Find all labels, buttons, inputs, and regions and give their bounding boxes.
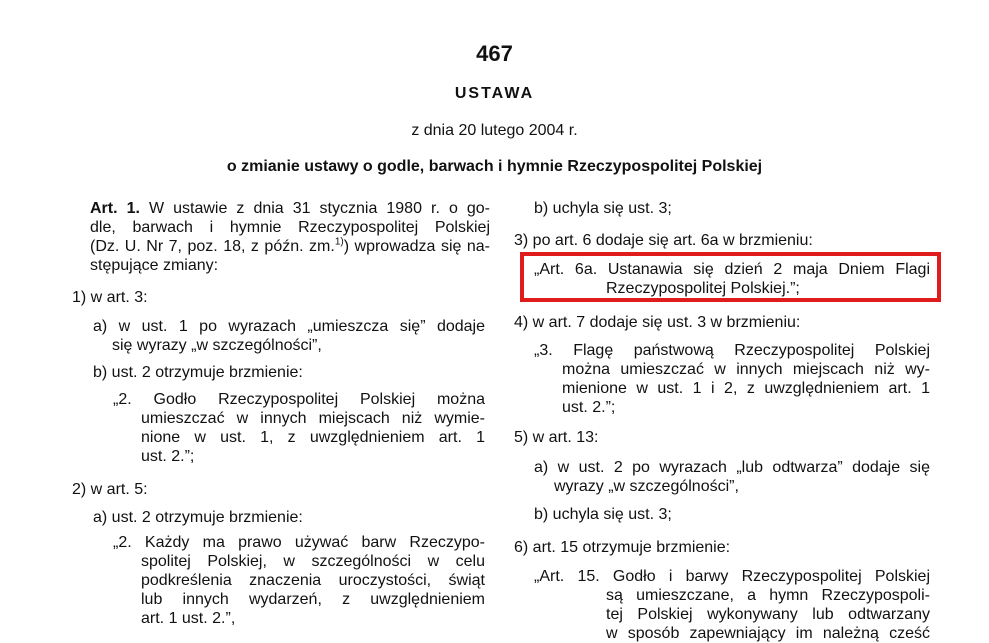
article-1-label: Art. 1. bbox=[90, 200, 140, 217]
point-3: 3) po art. 6 dodaje się art. 6a w brzmieniu: bbox=[514, 232, 813, 249]
point-3-quote: „Art. 6a. Ustanawia się dzień 2 maja Dniem Flagi Rzeczypospolitej Polskiej.”; bbox=[534, 261, 930, 297]
point-1a: a) w ust. 1 po wyrazach „umieszcza się” dodaje się wyrazy „w szczególności”, bbox=[93, 318, 485, 354]
point-2a-quote: „2. Każdy ma prawo używać barw Rzeczypo- spolitej Polskiej, w szczególności w celu podkreślenia znaczenia uroczystości, świąt lub innych wydarzeń, z uwzględnieniem art. 1 ust. 2.”, bbox=[113, 534, 485, 627]
red-highlight-box bbox=[520, 252, 941, 302]
point-5: 5) w art. 13: bbox=[514, 429, 599, 446]
point-4: 4) w art. 7 dodaje się ust. 3 w brzmieniu: bbox=[514, 314, 801, 331]
point-5b: b) uchyla się ust. 3; bbox=[534, 506, 672, 523]
point-1b: b) ust. 2 otrzymuje brzmienie: bbox=[93, 364, 303, 381]
footnote-marker: 1) bbox=[334, 236, 344, 248]
point-6: 6) art. 15 otrzymuje brzmienie: bbox=[514, 539, 731, 556]
document-subject: o zmianie ustawy o godle, barwach i hymnie Rzeczypospolitej Polskiej bbox=[226, 158, 763, 175]
document-type: USTAWA bbox=[454, 85, 535, 102]
point-2a: a) ust. 2 otrzymuje brzmienie: bbox=[93, 509, 303, 526]
point-1: 1) w art. 3: bbox=[72, 289, 148, 306]
document-number: 467 bbox=[476, 41, 513, 66]
point-4-quote: „3. Flagę państwową Rzeczypospolitej Polskiej można umieszczać w innych miejscach niż wy- mienione w ust. 1 i 2, z uwzględnieniem art. 1 ust. 2.”; bbox=[534, 342, 930, 416]
point-2: 2) w art. 5: bbox=[72, 481, 148, 498]
document-date: z dnia 20 lutego 2004 r. bbox=[411, 122, 578, 139]
article-1-paragraph: Art. 1. W ustawie z dnia 31 stycznia 1980 r. o go- dle, barwach i hymnie Rzeczypospolitej Polskiej (Dz. U. Nr 7, poz. 18, z późn. zm.$^{1)}$) wprowadza się na- stępujące zmiany: bbox=[90, 200, 491, 274]
point-1b-quote: „2. Godło Rzeczypospolitej Polskiej można umieszczać w innych miejscach niż wymie- nione w ust. 1, z uwzględnieniem art. 1 ust. 2.”; bbox=[113, 391, 485, 465]
point-2b: b) uchyla się ust. 3; bbox=[534, 200, 672, 217]
point-6-quote: „Art. 15. Godło i barwy Rzeczypospolitej Polskiej są umieszczane, a hymn Rzeczypospoli- tej Polskiej wykonywany lub odtwarzany w sposób zapewniający im należną cześć bbox=[534, 568, 930, 642]
point-5a: a) w ust. 2 po wyrazach „lub odtwarza” dodaje się wyrazy „w szczególności”, bbox=[534, 459, 930, 495]
